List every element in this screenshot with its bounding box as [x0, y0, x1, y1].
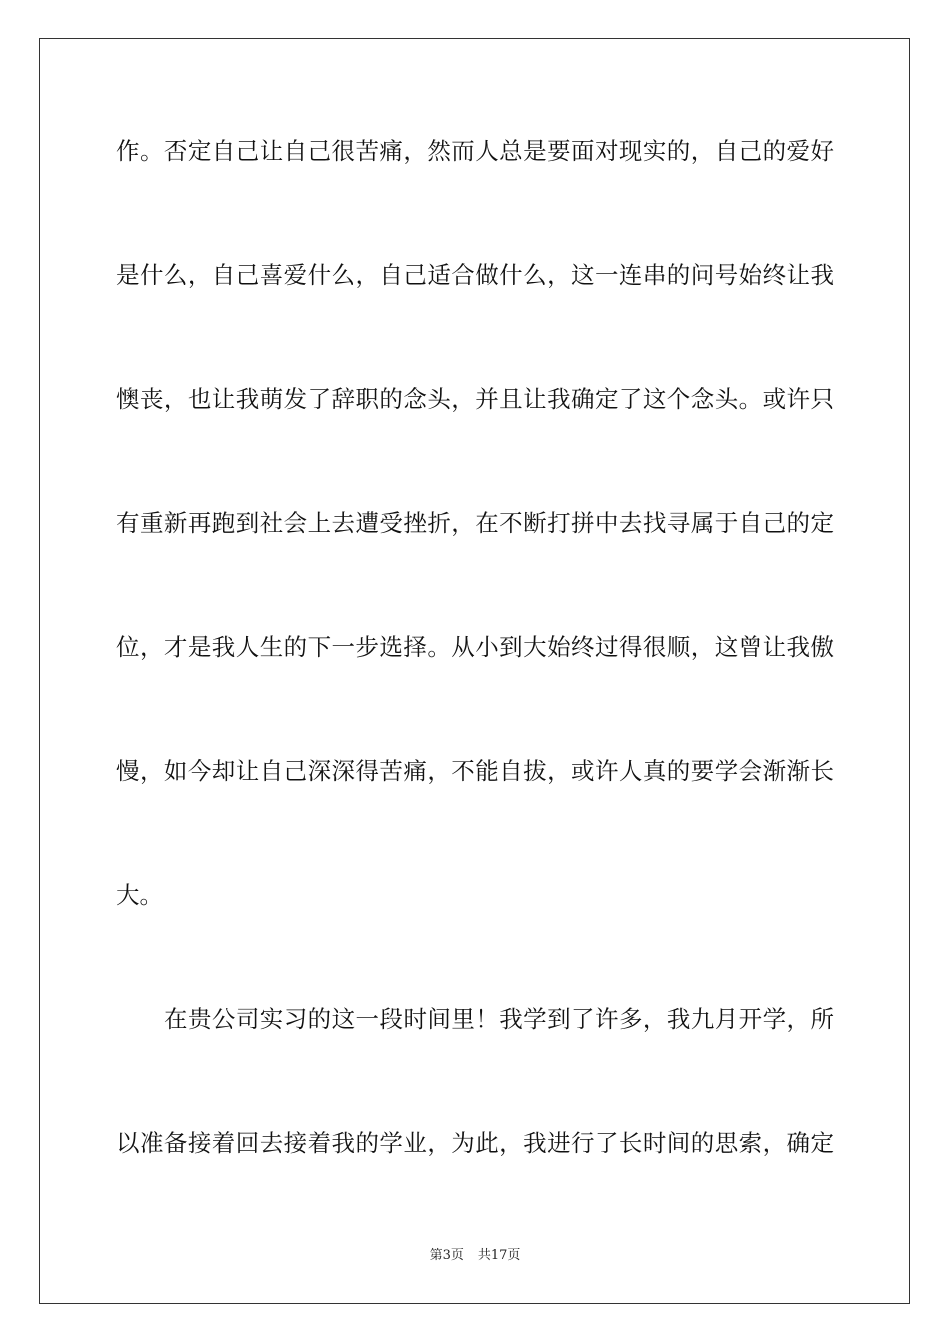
- body-line-2: 是什么，自己喜爱什么，自己适合做什么，这一连串的问号始终让我: [116, 261, 834, 289]
- body-line-1: 作。否定自己让自己很苦痛，然而人总是要面对现实的，自己的爱好: [116, 137, 834, 165]
- body-line-7: 大。: [116, 881, 163, 909]
- body-line-4: 有重新再跑到社会上去遭受挫折，在不断打拼中去找寻属于自己的定: [116, 509, 834, 537]
- paragraph-start-line: 在贵公司实习的这一段时间里！我学到了许多，我九月开学，所: [164, 1005, 834, 1033]
- body-line-5: 位，才是我人生的下一步选择。从小到大始终过得很顺，这曾让我傲: [116, 633, 834, 661]
- page-footer: [0, 1247, 950, 1265]
- page-border: [39, 38, 910, 1304]
- body-line-9: 以准备接着回去接着我的学业，为此，我进行了长时间的思索，确定: [116, 1129, 834, 1157]
- body-line-6: 慢，如今却让自己深深得苦痛，不能自拔，或许人真的要学会渐渐长: [116, 757, 834, 785]
- body-line-3: 懊丧，也让我萌发了辞职的念头，并且让我确定了这个念头。或许只: [116, 385, 834, 413]
- page-total: 共17页: [477, 1248, 521, 1263]
- page-number: 第3页: [429, 1248, 464, 1263]
